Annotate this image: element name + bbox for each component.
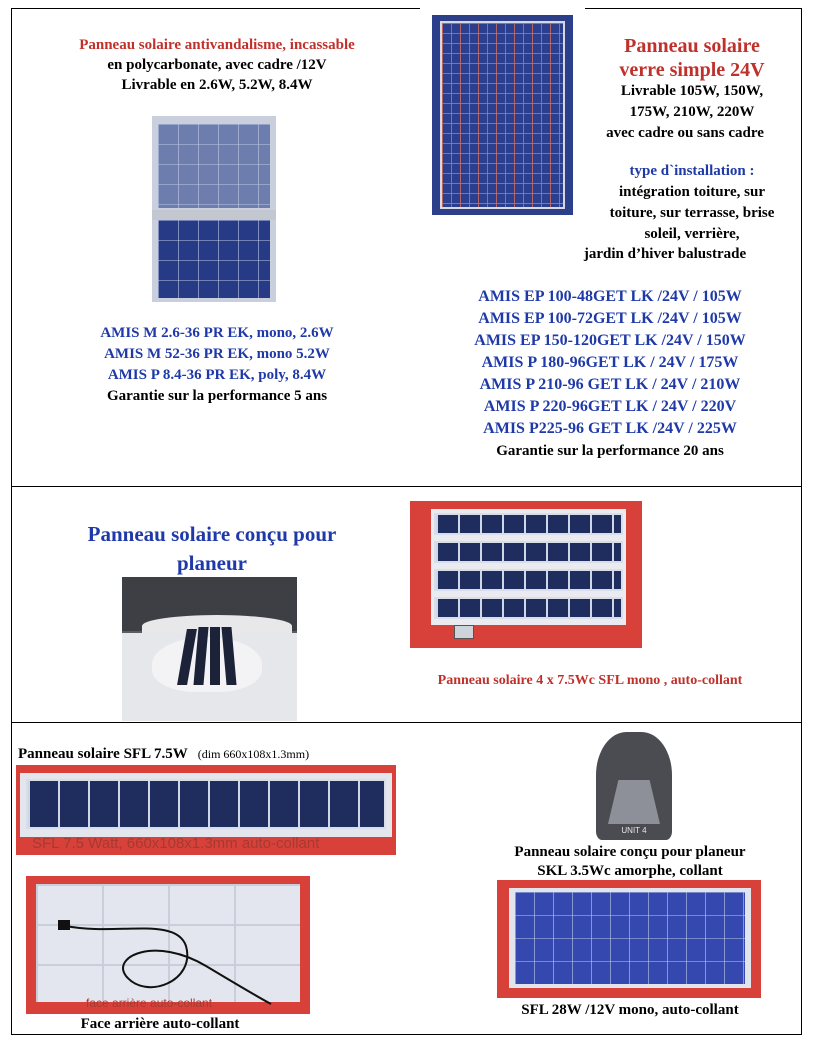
glass-model-3: AMIS EP 150-120GET LK /24V / 150W <box>474 332 746 349</box>
skl-caption-line1: Panneau solaire conçu pour planeur <box>514 844 746 860</box>
glass-model-4: AMIS P 180-96GET LK / 24V / 175W <box>481 354 739 371</box>
antivandal-model-2: AMIS M 52-36 PR EK, mono 5.2W <box>104 346 330 362</box>
glass-warranty: Garantie sur la performance 20 ans <box>496 443 724 459</box>
antivandal-line1: en polycarbonate, avec cadre /12V <box>107 57 327 73</box>
cable-icon <box>56 906 276 1006</box>
sfl28-caption: SFL 28W /12V mono, auto-collant <box>521 1002 739 1018</box>
install-line3: soleil, verrière, <box>644 226 740 242</box>
back-side-overlay: face arrière auto-collant <box>86 996 213 1010</box>
install-title: type d`installation : <box>629 163 755 179</box>
skl-label: UNIT 4 <box>621 826 647 835</box>
install-line4: jardin d’hiver balustrade <box>583 246 747 262</box>
skl-photo <box>582 724 686 844</box>
sfl-strip-overlay: SFL 7.5 Watt, 660x108x1.3mm auto-collant <box>32 835 320 852</box>
glass-model-5: AMIS P 210-96 GET LK / 24V / 210W <box>479 376 741 393</box>
antivandal-title: Panneau solaire antivandalisme, incassable <box>79 37 355 53</box>
glider-panel-photo <box>410 501 642 648</box>
glass-title-line1: Panneau solaire <box>624 35 760 57</box>
glass-avail-line2: 175W, 210W, 220W <box>629 104 755 120</box>
glider-panel-caption: Panneau solaire 4 x 7.5Wc SFL mono , auto-collant <box>437 673 743 688</box>
glass-model-7: AMIS P225-96 GET LK /24V / 225W <box>483 420 737 437</box>
divider-2 <box>11 722 802 723</box>
sfl28-photo <box>497 880 761 998</box>
glass-model-1: AMIS EP 100-48GET LK /24V / 105W <box>478 288 742 305</box>
skl-caption-line2: SKL 3.5Wc amorphe, collant <box>537 863 723 879</box>
glider-title-line2: planeur <box>176 551 247 575</box>
frame-top-left <box>12 8 420 9</box>
glass-model-2: AMIS EP 100-72GET LK /24V / 105W <box>478 310 742 327</box>
frame-top-right <box>585 8 802 9</box>
install-line2: toiture, sur terrasse, brise <box>609 205 775 221</box>
glider-title-line1: Panneau solaire conçu pour <box>87 522 337 546</box>
antivandal-line2: Livrable en 2.6W, 5.2W, 8.4W <box>121 77 313 93</box>
glass-frame-option: avec cadre ou sans cadre <box>606 125 764 141</box>
glider-photo <box>122 577 297 721</box>
sfl-strip-photo <box>16 765 396 855</box>
glass-avail-line1: Livrable 105W, 150W, <box>620 83 764 99</box>
antivandal-model-1: AMIS M 2.6-36 PR EK, mono, 2.6W <box>100 325 334 341</box>
antivandal-panel-photo <box>152 116 276 302</box>
install-line1: intégration toiture, sur <box>619 184 765 200</box>
sfl-dim: (dim 660x108x1.3mm) <box>197 747 310 761</box>
divider-1 <box>11 486 802 487</box>
glass-panel-photo <box>432 15 573 215</box>
sfl-title: Panneau solaire SFL 7.5W <box>18 746 188 762</box>
back-side-caption: Face arrière auto-collant <box>80 1016 240 1032</box>
glass-title-line2: verre simple 24V <box>619 59 765 81</box>
back-side-photo <box>26 876 310 1014</box>
glass-model-6: AMIS P 220-96GET LK / 24V / 220V <box>483 398 737 415</box>
antivandal-model-3: AMIS P 8.4-36 PR EK, poly, 8.4W <box>107 367 327 383</box>
frame-bottom <box>11 1034 802 1035</box>
antivandal-warranty: Garantie sur la performance 5 ans <box>106 388 328 404</box>
sfl-title-row <box>18 745 309 763</box>
